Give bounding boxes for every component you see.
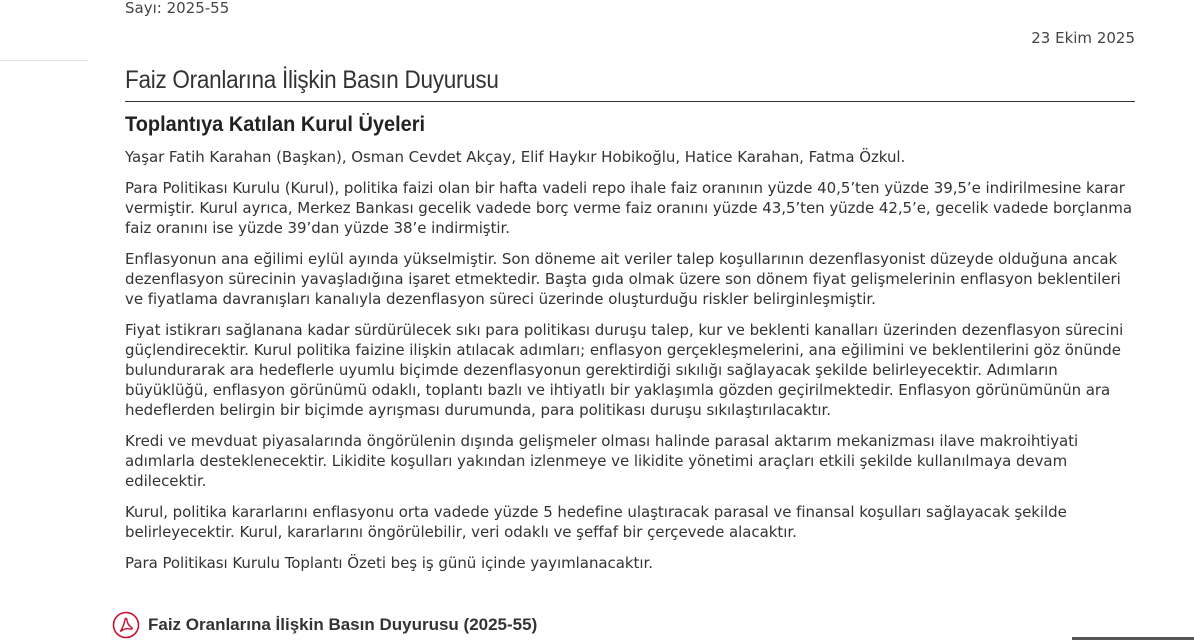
body-paragraph: Para Politikası Kurulu (Kurul), politika faizi olan bir hafta vadeli repo ihale faiz oranının yüzde 40,5’ten yüzde 39,5’e indirilmesine karar vermiştir. Kurul ayrıca, Merkez Bankası gecelik vadede borç verme faiz oranını yüzde 43,5’ten yüzde 42,5’e, gecelik vadede borçlanma faiz oranını ise yüzde 39’dan yüzde 38’e indirmiştir. <box>125 179 1132 237</box>
title-divider <box>125 101 1135 102</box>
section-heading: Toplantıya Katılan Kurul Üyeleri <box>125 113 426 136</box>
body-paragraph: Enflasyonun ana eğilimi eylül ayında yükselmiştir. Son döneme ait veriler talep koşullarının dezenflasyonist düzeyde olduğuna ancak dezenflasyon sürecinin yavaşladığına işaret etmektedir. Başta gıda olmak üzere son dönem fiyat gelişmelerinin enflasyon beklentileri ve fiyatlama davranışları kanalıyla dezenflasyon süreci üzerinde oluşturduğu riskler belirginleşmiştir. <box>125 250 1121 308</box>
publication-date: 23 Ekim 2025 <box>1031 29 1135 47</box>
announcement-body <box>125 147 1135 584</box>
issue-number: Sayı: 2025-55 <box>125 0 230 17</box>
body-paragraph: Para Politikası Kurulu Toplantı Özeti beş iş günü içinde yayımlanacaktır. <box>125 554 653 572</box>
board-members-paragraph: Yaşar Fatih Karahan (Başkan), Osman Cevdet Akçay, Elif Haykır Hobikoğlu, Hatice Karahan, Fatma Özkul. <box>125 148 906 166</box>
body-paragraph: Kredi ve mevduat piyasalarında öngörülenin dışında gelişmeler olması halinde parasal aktarım mekanizması ilave makroihtiyati adımlarla desteklenecektir. Likidite koşulları yakından izlenmeye ve likidite yönetimi araçları etkili şekilde kullanılmaya devam edilecektir. <box>125 432 1079 490</box>
page-title: Faiz Oranlarına İlişkin Basın Duyurusu <box>125 66 499 94</box>
body-paragraph: Kurul, politika kararlarını enflasyonu orta vadede yüzde 5 hedefine ulaştıracak parasal ve finansal koşulları sağlayacak şekilde belirleyecektir. Kurul, kararlarını öngörülebilir, veri odaklı ve şeffaf bir çerçevede alacaktır. <box>125 503 1067 541</box>
sidebar-divider <box>0 60 88 61</box>
pdf-download-link[interactable] <box>112 611 537 639</box>
body-paragraph: Fiyat istikrarı sağlanana kadar sürdürülecek sıkı para politikası duruşu talep, kur ve beklenti kanalları üzerinden dezenflasyon sürecini güçlendirecektir. Kurul politika faizine ilişkin atılacak adımları; enflasyon gerçekleşmelerini, ana eğilimini ve beklentilerini göz önünde bulundurarak ara hedeflerle uyumlu biçimde dezenflasyonun gerektirdiği sıkılığı sağlayacak şekilde belirleyecektir. Adımların büyüklüğü, enflasyon görünümü odaklı, toplantı bazlı ve ihtiyatlı bir yaklaşımla gözden geçirilmektedir. Enflasyon görünümünün ara hedeflerden belirgin bir biçimde ayrışması durumunda, para politikası duruşu sıkılaştırılacaktır. <box>125 321 1124 419</box>
pdf-icon <box>112 611 140 639</box>
pdf-link-label: Faiz Oranlarına İlişkin Basın Duyurusu (2025-55) <box>148 615 538 634</box>
